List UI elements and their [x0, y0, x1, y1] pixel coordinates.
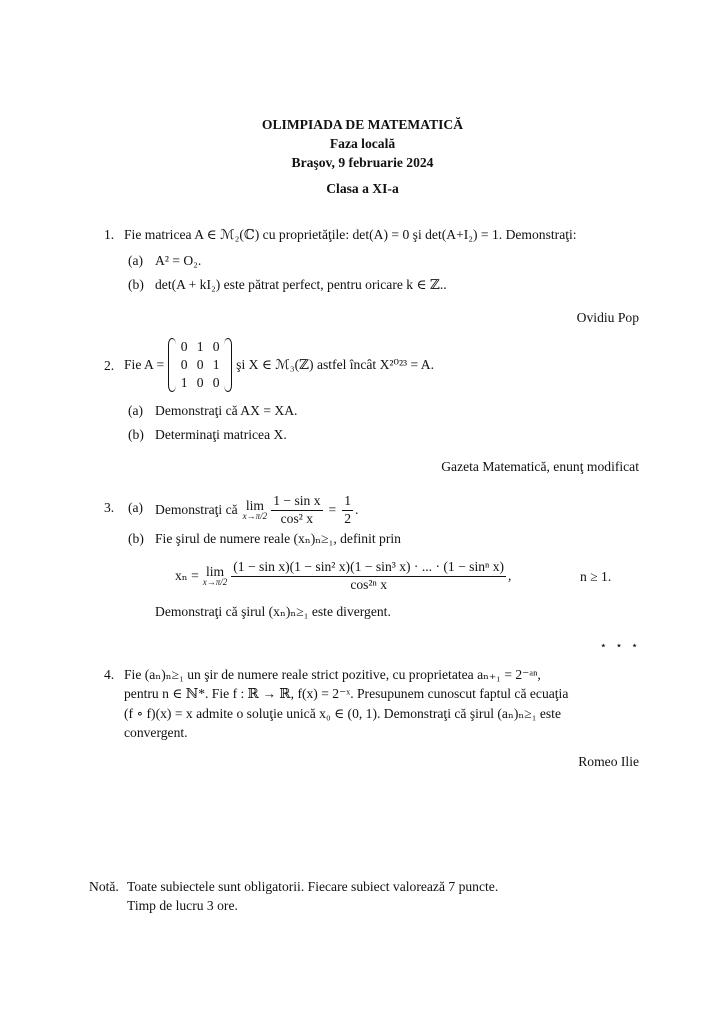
problem-2a-label: (a) — [128, 403, 144, 418]
problem-1-number: 1. — [104, 227, 115, 242]
matrix-cell: 0 — [196, 375, 204, 390]
problem-4-line-1: Fie (aₙ)ₙ≥₁ un şir de numere reale strict pozitive, cu proprietatea aₙ₊₁ = 2⁻ᵃⁿ, — [124, 667, 541, 682]
index-condition: n ≥ 1. — [580, 569, 612, 584]
matrix-a-grid — [176, 338, 224, 392]
exam-phase: Faza locală — [329, 136, 396, 151]
problem-2b-label: (b) — [128, 427, 144, 442]
fraction-3b-numerator: (1 − sin x)(1 − sin² x)(1 − sin³ x) · ... · (1 − sinⁿ x) — [231, 559, 506, 577]
matrix-cell: 1 — [180, 375, 188, 390]
fraction-half-denominator: 2 — [344, 510, 351, 526]
problem-2a-text: Demonstraţi că AX = XA. — [155, 403, 298, 418]
exam-place-date: Braşov, 9 februarie 2024 — [291, 155, 434, 170]
problem-4-line-3: (f ∘ f)(x) = x admite o soluţie unică x₀ ∈ (0, 1). Demonstraţi că şirul (aₙ)ₙ≥₁ este — [124, 706, 561, 721]
exam-title: OLIMPIADA DE MATEMATICĂ — [261, 117, 464, 132]
fraction-3b-denominator: cos²ⁿ x — [350, 576, 387, 592]
problem-4-author: Romeo Ilie — [578, 754, 639, 769]
problem-2-number: 2. — [104, 358, 115, 373]
comma: , — [508, 568, 512, 583]
problem-1a-label: (a) — [128, 253, 144, 268]
fraction-3a — [271, 493, 322, 528]
problem-2b-text: Determinaţi matricea X. — [155, 427, 287, 442]
fraction-3a-numerator: 1 − sin x — [271, 493, 322, 511]
problem-1b-label: (b) — [128, 277, 144, 292]
problem-3b-text: Fie şirul de numere reale (xₙ)ₙ≥₁, definit prin — [155, 531, 401, 546]
fraction-3b — [231, 559, 506, 594]
problem-3b-conclusion: Demonstraţi că şirul (xₙ)ₙ≥₁ este divergent. — [155, 604, 391, 619]
problem-4-number: 4. — [104, 667, 115, 682]
equals-sign: = — [328, 502, 337, 517]
matrix-a — [168, 338, 232, 392]
matrix-cell: 0 — [180, 357, 188, 372]
problem-1a-text: A² = O₂. — [155, 253, 202, 268]
problem-1-author: Ovidiu Pop — [576, 310, 639, 325]
matrix-cell: 0 — [212, 375, 220, 390]
problem-2-source: Gazeta Matematică, enunţ modificat — [441, 459, 639, 474]
section-separator: ⋆ ⋆ ⋆ — [599, 640, 641, 652]
period: . — [354, 502, 359, 517]
problem-4-line-4: convergent. — [124, 725, 188, 740]
matrix-cell: 0 — [212, 339, 220, 354]
problem-3a-lead: Demonstraţi că — [155, 502, 238, 517]
problem-3b-formula — [175, 553, 511, 599]
problem-2-statement — [124, 336, 434, 394]
problem-4-line-2: pentru n ∈ ℕ*. Fie f : ℝ → ℝ, f(x) = 2⁻ˣ. Presupunem cunoscut faptul că ecuaţia — [124, 686, 569, 701]
fraction-3a-denominator: cos² x — [280, 510, 314, 526]
limit-operator-b: lim x→π/2 — [202, 563, 228, 588]
matrix-cell: 1 — [196, 339, 204, 354]
problem-3a-expression — [155, 483, 358, 537]
problem-2-lead: Fie A = — [124, 357, 165, 372]
limit-operator: lim x→π/2 — [242, 497, 268, 522]
limit-subscript-b: x→π/2 — [202, 577, 228, 588]
note-line-2: Timp de lucru 3 ore. — [127, 898, 238, 913]
note-line-1: Toate subiectele sunt obligatorii. Fiecare subiect valorează 7 puncte. — [127, 879, 499, 894]
problem-3b-label: (b) — [128, 531, 144, 546]
xn-lead: xₙ = — [175, 568, 199, 583]
note-label: Notă. — [89, 879, 119, 894]
problem-2-tail: şi X ∈ ℳ₃(ℤ) astfel încât X²⁰²³ = A. — [236, 357, 435, 372]
limit-subscript: x→π/2 — [242, 511, 268, 522]
fraction-half — [342, 493, 353, 528]
exam-class: Clasa a XI-a — [326, 181, 399, 196]
problem-1b-text: det(A + kI₂) este pătrat perfect, pentru oricare k ∈ ℤ.. — [155, 277, 447, 292]
matrix-cell: 0 — [180, 339, 188, 354]
problem-3-number: 3. — [104, 500, 115, 515]
problem-3a-label: (a) — [128, 500, 144, 515]
matrix-cell: 1 — [212, 357, 220, 372]
fraction-half-numerator: 1 — [342, 493, 353, 511]
matrix-cell: 0 — [196, 357, 204, 372]
problem-1-statement: Fie matricea A ∈ ℳ₂(ℂ) cu proprietăţile: det(A) = 0 şi det(A+I₂) = 1. Demonstraţi: — [124, 227, 577, 242]
